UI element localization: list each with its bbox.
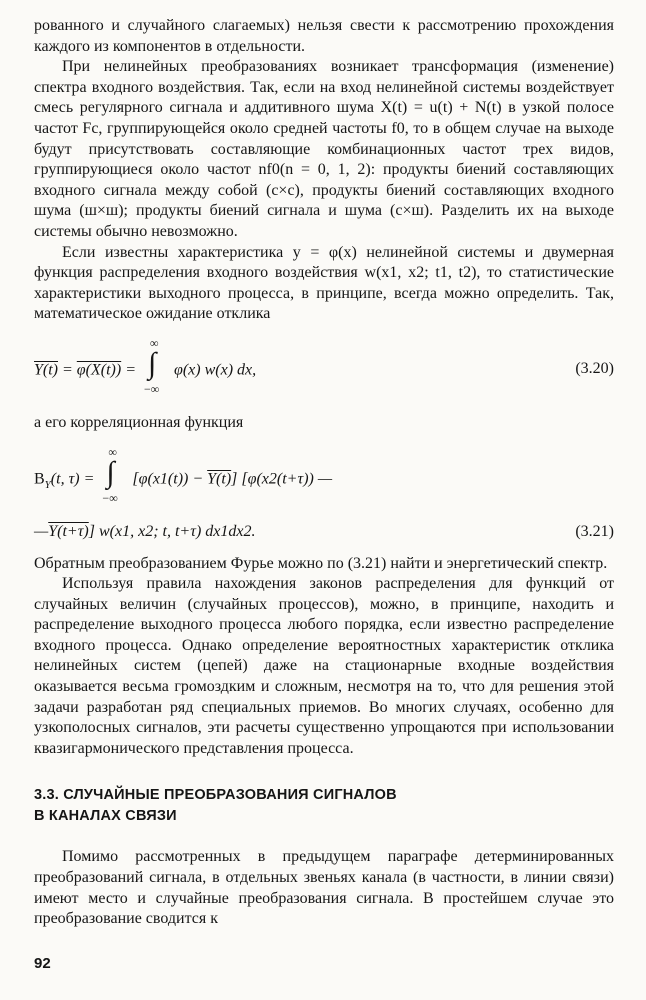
- paragraph-fourier: Обратным преобразованием Фурье можно по (3.21) найти и энергетический спектр.: [34, 554, 608, 572]
- equation-3-21-line2: [34, 520, 614, 546]
- eq321-upper-limit: ∞: [108, 444, 117, 459]
- eq321-line2-rest: ] w(x1, x2; t, t+τ) dx1dx2.: [88, 522, 256, 540]
- eq320-number: (3.20): [575, 359, 614, 377]
- integral-sign-icon: ∫: [147, 346, 157, 380]
- eq320-lower-limit: −∞: [143, 381, 160, 396]
- eq320-integrand: φ(x) w(x) dx,: [173, 361, 257, 379]
- eq321-ybar: Y(t): [207, 470, 232, 488]
- eq320-integral: [143, 335, 166, 396]
- eq321-ybar2: Y(t+τ): [48, 522, 89, 540]
- paragraph-correlation: а его корреляционная функция: [34, 413, 244, 431]
- page-number: 92: [34, 955, 51, 972]
- integral-sign-icon: ∫: [106, 455, 115, 489]
- eq321-lhs: B: [34, 470, 45, 488]
- eq321-sub: Y: [44, 478, 51, 491]
- paragraph-random-transforms: Помимо рассмотренных в предыдущем параграфе детерминированных преобразований сигнала, в отдельных звеньях канала (в частности, в линии связи) имеют место и случайные преобразования сигнала. В простейшем случае это преобразование сводится к: [34, 848, 614, 928]
- section-heading: [34, 785, 614, 827]
- eq320-phi: φ(X(t)): [76, 361, 122, 379]
- eq321-part1: [φ(x1(t)) −: [132, 470, 208, 488]
- equation-3-20: [34, 335, 614, 399]
- heading-line-2: В КАНАЛАХ СВЯЗИ: [34, 808, 177, 825]
- eq320-lhs: Y(t): [34, 361, 58, 379]
- paragraph-distributions: Используя правила нахождения законов распределения для функций от случайных величин (случайных процессов), можно, в принципе, находить и распределение выходного процесса любого порядка, если известно распределение входного процесса. Однако определение вероятностных характеристик отклика нелинейных систем (цепей) даже на стационарные входные воздействия оказывается весьма громоздким и сложным, несмотря на то, что для решения этой задачи разработан ряд специальных приемов. Во многих случаях, особенно для узкополосных сигналов, эти расчеты существенно упрощаются при использовании квазигармонического представления процесса.: [34, 575, 614, 757]
- eq320-mid: =: [58, 361, 77, 379]
- eq321-part2: ] [φ(x2(t+τ)) —: [231, 470, 333, 488]
- page-content: [34, 16, 614, 930]
- paragraph-continuation: рованного и случайного слагаемых) нельзя свести к рассмотрению прохождения каждого из компонентов в отдельности.: [34, 17, 614, 55]
- paragraph-characteristic: Если известны характеристика y = φ(x) нелинейной системы и двумерная функция распределения входного воздействия w(x1, x2; t1, t2), то статистические характеристики выходного процесса, в принципе, всегда можно определить. Так, математическое ожидание отклика: [34, 243, 614, 323]
- equation-3-21-line1: [34, 444, 614, 506]
- eq320-upper-limit: ∞: [149, 335, 159, 350]
- eq321-args: (t, τ) =: [50, 470, 99, 488]
- heading-line-1: 3.3. СЛУЧАЙНЫЕ ПРЕОБРАЗОВАНИЯ СИГНАЛОВ: [34, 787, 397, 804]
- eq321-line2-prefix: —: [34, 522, 49, 540]
- paragraph-nonlinear-transform: При нелинейных преобразованиях возникает трансформация (изменение) спектра входного воздействия. Так, если на вход нелинейной системы воздействует смесь регулярного сигнала и аддитивного шума X(t) = u(t) + N(t) в узкой полосе частот Fc, группирующейся около средней частоты f0, то в общем случае на выходе будут присутствовать составляющие комбинационных частот трех видов, группирующиеся около частот nf0(n = 0, 1, 2): продукты биений составляющих входного сигнала между собой (с×с), продукты биений составляющих входного шума (ш×ш); продукты биений сигнала и шума (с×ш). Разделить их на выходе системы обычно невозможно.: [34, 58, 614, 240]
- eq321-integral: [102, 444, 124, 505]
- eq320-eqsign: =: [121, 361, 140, 379]
- eq321-number: (3.21): [575, 522, 614, 540]
- eq321-lower-limit: −∞: [102, 490, 118, 505]
